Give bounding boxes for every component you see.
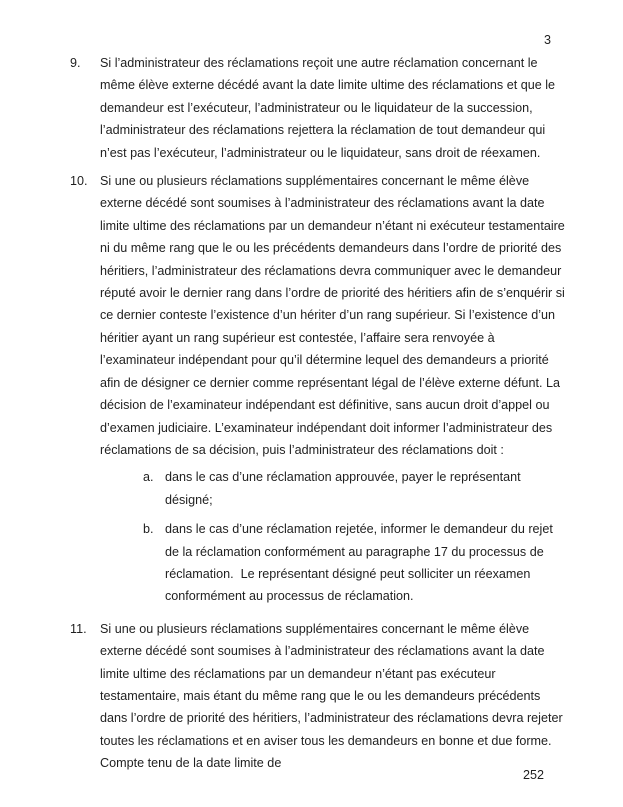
paragraph-number: 10.	[70, 174, 88, 189]
subitem-marker: a.	[143, 470, 154, 485]
numbered-paragraph-10	[70, 170, 573, 461]
paragraph-number: 11.	[70, 621, 87, 636]
subitem-marker: b.	[143, 522, 154, 537]
paragraph-number: 9.	[70, 56, 81, 70]
paragraph-10-subitems	[143, 466, 573, 607]
subitem-text: dans le cas d’une réclamation rejetée, informer le demandeur du rejet de la réclamation conformément au paragraphe 17 du processus de réclamation. Le représentant désigné peut solliciter un réexamen conformément au processus de réclamation.	[165, 522, 557, 604]
numbered-paragraph-11	[70, 618, 573, 775]
subitem-a	[143, 466, 573, 511]
numbered-paragraph-9	[70, 52, 573, 164]
paragraph-text: Si une ou plusieurs réclamations supplémentaires concernant le même élève externe décédé sont soumises à l’administrateur des réclamations avant la date limite ultime des réclamations par un demandeur n’étant pas exécuteur testamentaire, mais étant du même rang que le ou les demandeurs précédents dans l’ordre de priorité des héritiers, l’administrateur des réclamations devra rejeter toutes les réclamations et en aviser tous les demandeurs en bonne et due forme. Compte tenu de la date limite de	[100, 621, 567, 771]
footer-page-number: 252	[522, 768, 544, 782]
subitem-b	[143, 518, 573, 608]
paragraph-text: Si une ou plusieurs réclamations supplémentaires concernant le même élève externe décédé sont soumises à l’administrateur des réclamations avant la date limite ultime des réclamations par un demandeur n’étant ni exécuteur testamentaire ni du même rang que le ou les précédents demandeurs dans l’ordre de priorité des héritiers, l’administrateur des réclamations devra communiquer avec le demandeur réputé avoir le dernier rang dans l’ordre de priorité des héritiers afin de s’enquérir si ce dernier conteste l’existence d’un hériter d’un rang supérieur. Si l’existence d’un héritier ayant un rang supérieur est contestée, l’affaire sera renvoyée à l’examinateur indépendant pour qu’il détermine lequel des demandeurs a priorité afin de désigner ce dernier comme représentant légal de l’élève externe défunt. La décision de l’examinateur indépendant est définitive, sans aucun droit d’appel ou d’examen judiciaire. L’examinateur indépendant doit informer l’administrateur des réclamations de sa décision, puis l’administrateur des réclamations doit :	[100, 174, 569, 457]
document-body	[70, 52, 573, 775]
subitem-text: dans le cas d’une réclamation approuvée, payer le représentant désigné;	[165, 470, 525, 507]
header-page-number: 3	[543, 33, 551, 47]
paragraph-text: Si l’administrateur des réclamations reçoit une autre réclamation concernant le même élève externe décédé avant la date limite ultime des réclamations et que le demandeur est l’exécuteur, l’administrateur ou le liquidateur de la succession, l’administrateur des réclamations rejettera la réclamation de tout demandeur qui n’est pas l’exécuteur, l’administrateur ou le liquidateur, sans droit de réexamen.	[100, 56, 559, 160]
